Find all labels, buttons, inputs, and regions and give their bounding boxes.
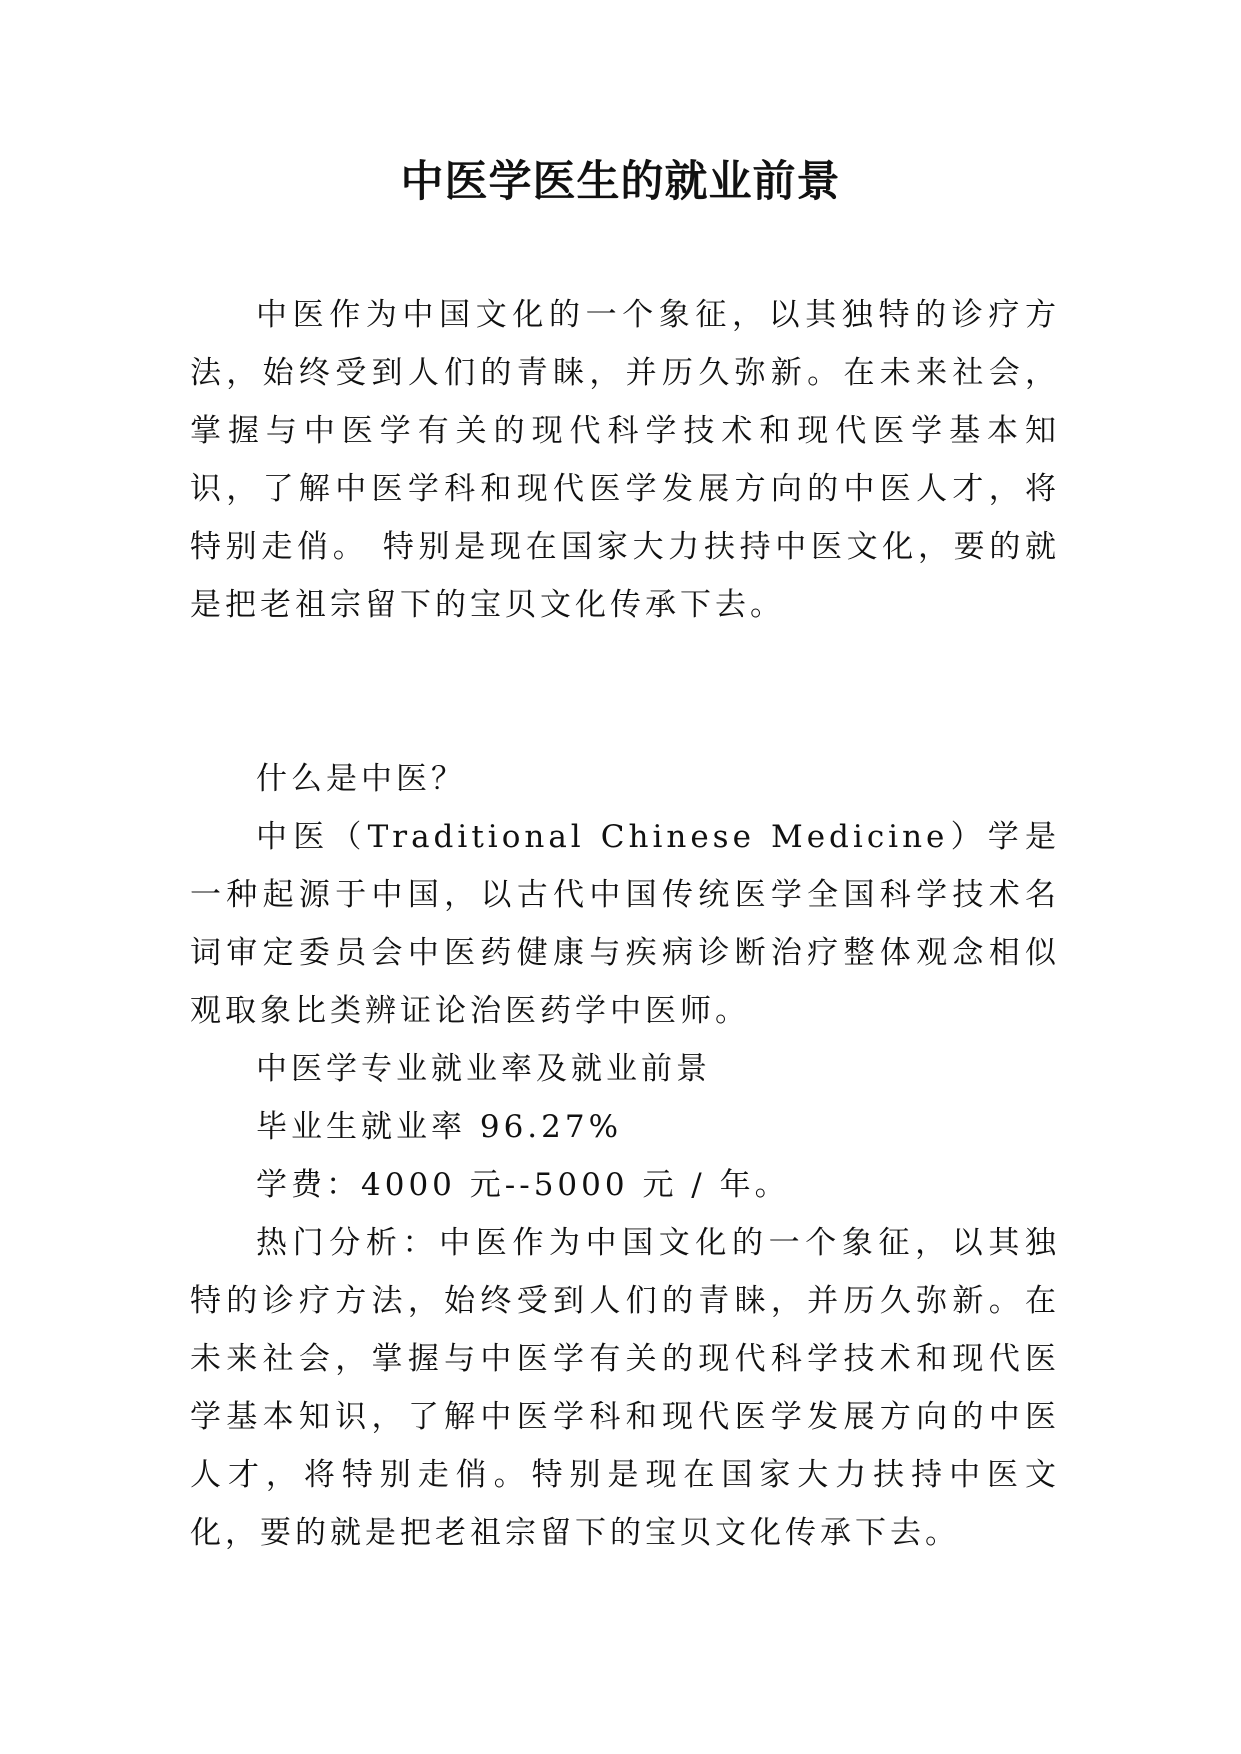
analysis-paragraph: 热门分析：中医作为中国文化的一个象征，以其独特的诊疗方法，始终受到人们的青睐，并历久弥新。在未来社会，掌握与中医学有关的现代科学技术和现代医学基本知识，了解中医学科和现代医学发展方向的中医人才，将特别走俏。特别是现在国家大力扶持中医文化，要的就是把老祖宗留下的宝贝文化传承下去。 [190,1225,1060,1551]
content-section [190,750,1060,1562]
definition-paragraph: 中医（Traditional Chinese Medicine）学是一种起源于中国，以古代中国传统医学全国科学技术名词审定委员会中医药健康与疾病诊断治疗整体观念相似观取象比类辨证论治医药学中医师。 [190,819,1060,1029]
tuition-info: 学费：4000 元--5000 元 / 年。 [256,1167,790,1203]
intro-paragraph: 中医作为中国文化的一个象征，以其独特的诊疗方法，始终受到人们的青睐，并历久弥新。在未来社会，掌握与中医学有关的现代科学技术和现代医学基本知识，了解中医学科和现代医学发展方向的中医人才，将特别走俏。 特别是现在国家大力扶持中医文化，要的就是把老祖宗留下的宝贝文化传承下去。 [190,297,1060,623]
question-heading: 什么是中医？ [256,761,466,797]
document-title: 中医学医生的就业前景 [400,157,841,207]
employment-heading: 中医学专业就业率及就业前景 [256,1051,711,1087]
employment-rate: 毕业生就业率 96.27% [256,1109,623,1145]
